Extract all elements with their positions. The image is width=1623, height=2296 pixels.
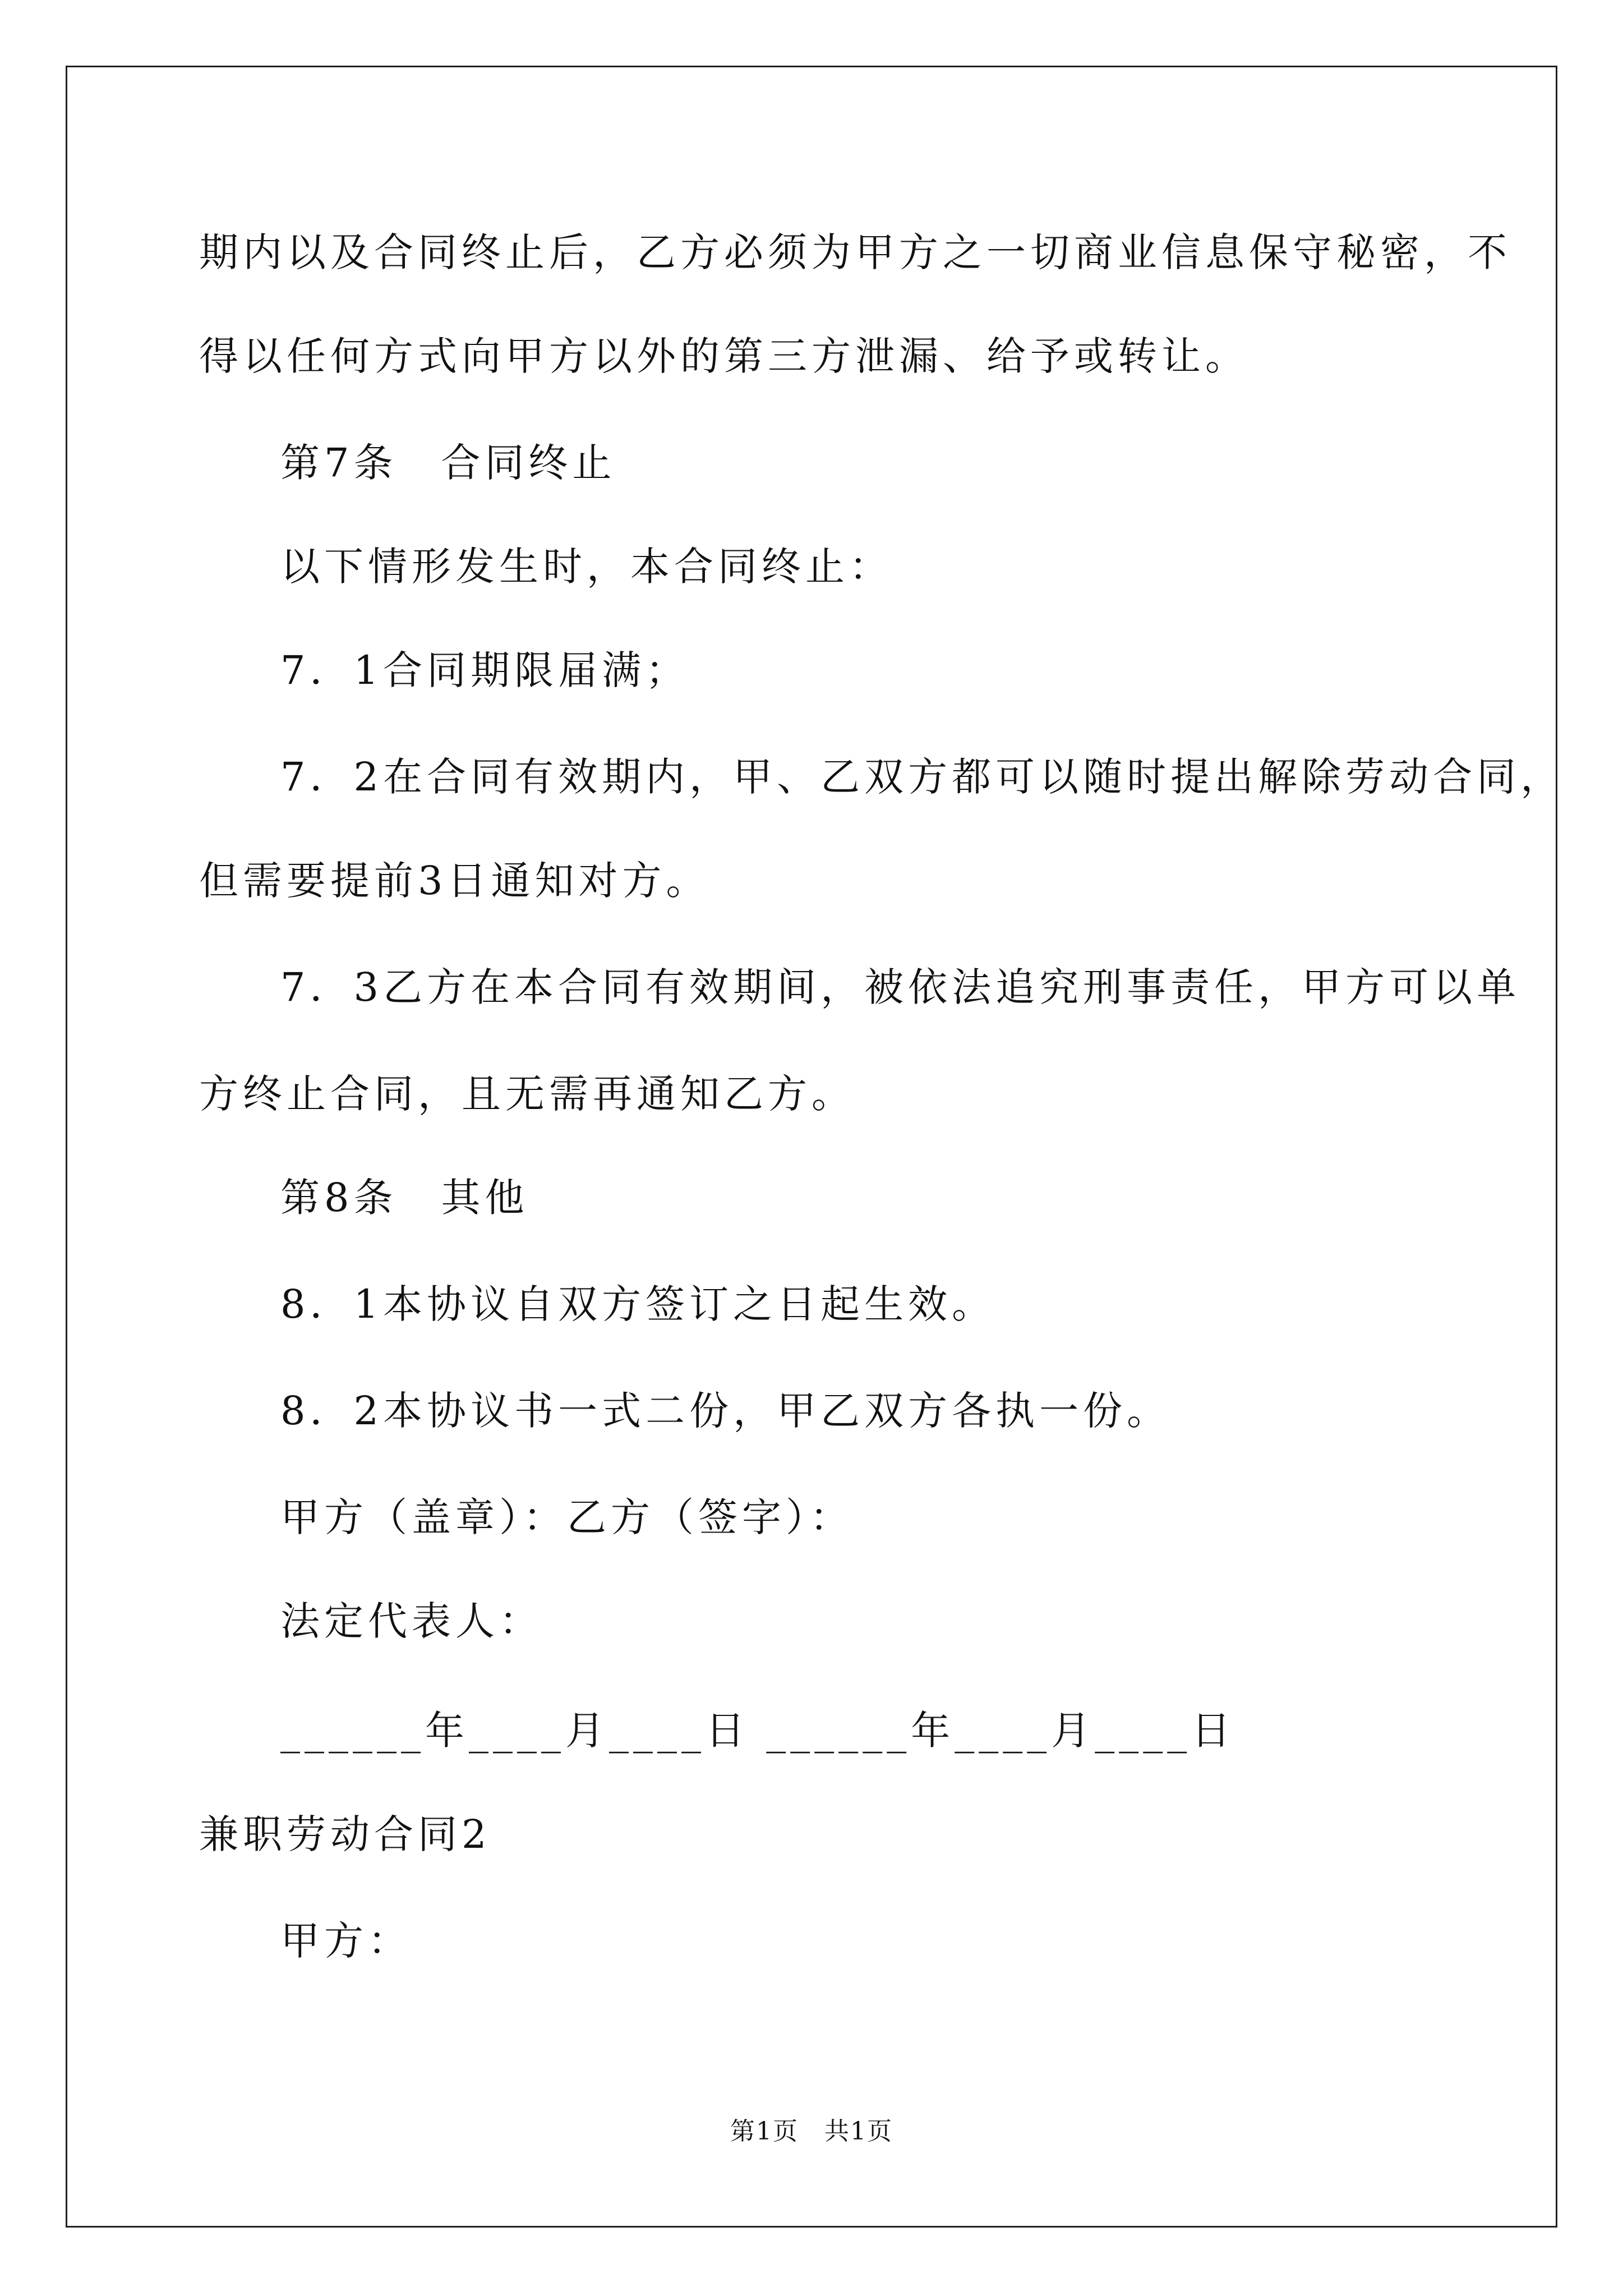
section-heading: 第7条 合同终止 xyxy=(280,440,616,486)
clause-line: 7．2在合同有效期内，甲、乙双方都可以随时提出解除劳动合同， xyxy=(280,754,1565,800)
paragraph-line: 以下情形发生时，本合同终止： xyxy=(280,544,893,590)
page-border xyxy=(66,66,1557,2228)
paragraph-line: 期内以及合同终止后，乙方必须为甲方之一切商业信息保守秘密，不 xyxy=(199,229,1511,275)
signature-line: 甲方（盖章）：乙方（签字）： xyxy=(280,1494,854,1540)
clause-line: 方终止合同，且无需再通知乙方。 xyxy=(199,1071,855,1117)
section-heading: 第8条 其他 xyxy=(280,1175,529,1221)
clause-line: 7．1合同期限届满； xyxy=(280,647,690,693)
representative-line: 法定代表人： xyxy=(280,1598,543,1644)
party-a-line: 甲方： xyxy=(280,1918,412,1964)
clause-line: 8．2本协议书一式二份，甲乙双方各执一份。 xyxy=(280,1388,1171,1434)
clause-line: 8．1本协议自双方签订之日起生效。 xyxy=(280,1281,996,1327)
date-line: ______年____月____日 ______年____月____日 xyxy=(280,1708,1235,1754)
document-title: 兼职劳动合同2 xyxy=(199,1811,491,1857)
clause-line: 7．3乙方在本合同有效期间，被依法追究刑事责任，甲方可以单 xyxy=(280,964,1521,1010)
page-footer: 第1页 共1页 xyxy=(730,2117,893,2146)
paragraph-line: 得以任何方式向甲方以外的第三方泄漏、给予或转让。 xyxy=(199,333,1249,379)
clause-line: 但需要提前3日通知对方。 xyxy=(199,858,710,904)
